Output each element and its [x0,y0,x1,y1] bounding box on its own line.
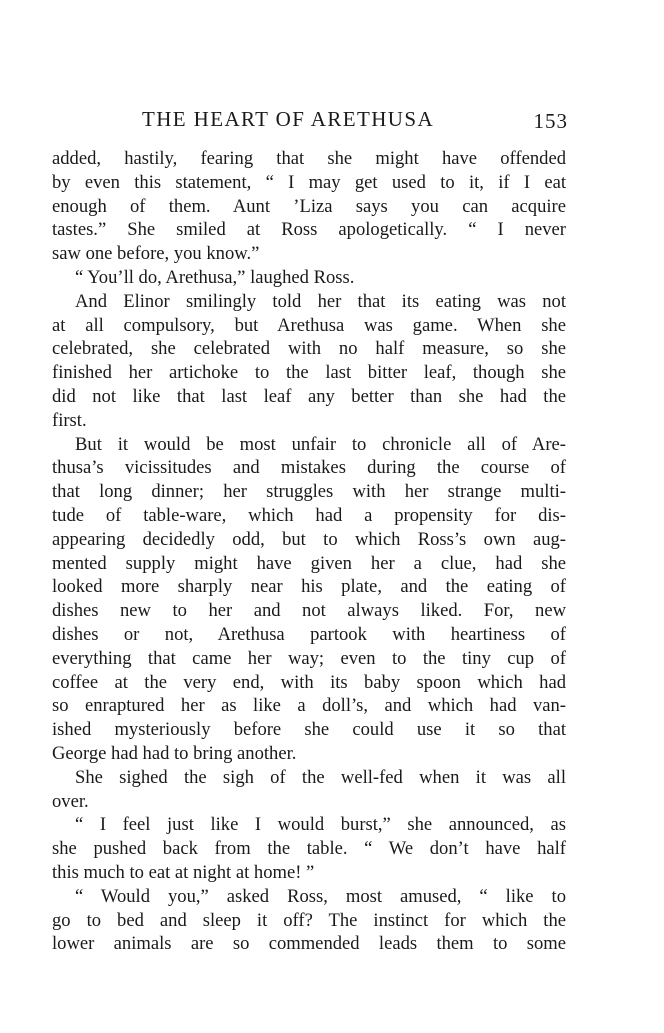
text-line: lower animals are so commended leads them to some [52,933,566,955]
body-text [52,147,566,956]
text-line: “ I feel just like I would burst,” she announced, as [75,814,566,836]
text-line: tude of table-ware, which had a propensity for dis- [52,504,566,526]
text-line: go to bed and sleep it off? The instinct for which the [52,909,566,931]
text-line: appearing decidedly odd, but to which Ross’s own aug- [52,528,566,550]
text-line: mented supply might have given her a clue, had she [52,552,566,574]
text-line: that long dinner; her struggles with her strange multi- [52,481,566,503]
text-line: did not like that last leaf any better than she had the [52,385,566,407]
text-line: saw one before, you know.” [52,243,260,265]
text-line: celebrated, she celebrated with no half measure, so she [52,338,566,360]
text-line: And Elinor smilingly told her that its eating was not [75,290,566,312]
text-line: first. [52,409,87,431]
text-line: over. [52,790,89,812]
text-line: She sighed the sigh of the well-fed when it was all [75,766,566,788]
text-line: by even this statement, “ I may get used to it, if I eat [52,171,566,193]
text-line: dishes new to her and not always liked. For, new [52,600,566,622]
page-number: 153 [533,109,568,133]
running-header [52,107,568,137]
text-line: coffee at the very end, with its baby spoon which had [52,671,566,693]
running-title: THE HEART OF ARETHUSA [142,107,435,131]
text-line: George had had to bring another. [52,742,297,764]
text-line: this much to eat at night at home! ” [52,861,315,883]
text-line: “ Would you,” asked Ross, most amused, “ like to [75,885,566,907]
text-line: finished her artichoke to the last bitter leaf, though she [52,362,566,384]
text-line: looked more sharply near his plate, and the eating of [52,576,566,598]
text-line: added, hastily, fearing that she might have offended [52,148,566,169]
text-line: “ You’ll do, Arethusa,” laughed Ross. [75,266,355,288]
text-line: dishes or not, Arethusa partook with heartiness of [52,623,566,645]
text-line: tastes.” She smiled at Ross apologetically. “ I never [52,219,566,241]
text-line: at all compulsory, but Arethusa was game. When she [52,314,566,336]
text-line: so enraptured her as like a doll’s, and which had van- [52,695,566,717]
text-line: enough of them. Aunt ’Liza says you can acquire [52,195,566,217]
text-line: everything that came her way; even to the tiny cup of [52,647,566,669]
text-line: ished mysteriously before she could use it so that [52,719,566,741]
text-line: thusa’s vicissitudes and mistakes during the course of [52,457,566,479]
text-line: But it would be most unfair to chronicle all of Are- [75,433,566,455]
text-line: she pushed back from the table. “ We don’t have half [52,838,566,860]
